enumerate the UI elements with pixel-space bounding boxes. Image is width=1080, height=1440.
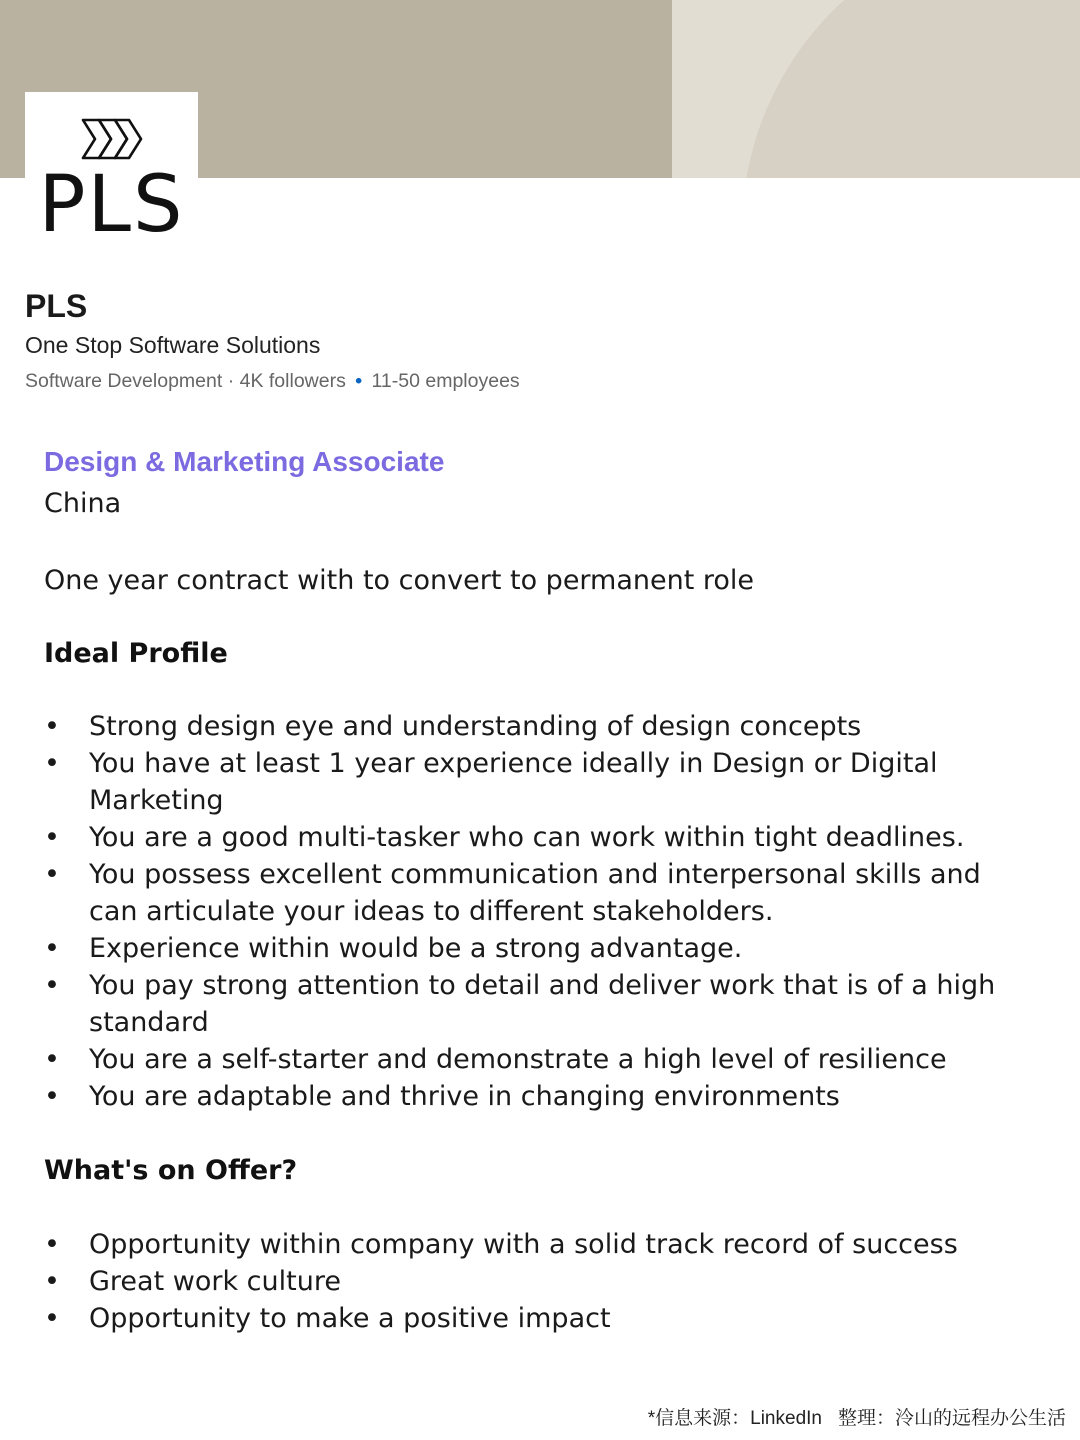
list-item-text: Great work culture (89, 1266, 341, 1297)
list-item (44, 1078, 1034, 1115)
list-item (44, 819, 1034, 856)
job-location: China (44, 488, 122, 519)
company-followers[interactable]: 4K followers (239, 370, 346, 392)
list-item (44, 1041, 1034, 1078)
bullet-icon: • (44, 822, 60, 853)
list-item (44, 745, 1034, 819)
list-item-text: You are a self-starter and demonstrate a high level of resilience (89, 1044, 947, 1075)
list-item (44, 1300, 1034, 1337)
list-item (44, 708, 1034, 745)
bullet-icon: • (44, 1303, 60, 1334)
bullet-icon: • (44, 933, 60, 964)
list-item-text: You are a good multi-tasker who can work within tight deadlines. (89, 822, 965, 853)
credit-note: 整理：泠山的远程办公生活 (837, 1408, 1066, 1429)
source-note: *信息来源：LinkedIn (647, 1408, 822, 1429)
list-item-text: Opportunity within company with a solid track record of success (89, 1229, 958, 1260)
offer-heading: What's on Offer? (44, 1155, 298, 1186)
company-industry: Software Development (25, 370, 223, 392)
list-item-text: Experience within would be a strong advantage. (89, 933, 743, 964)
chevron-logo-icon (79, 116, 145, 162)
job-contract-note: One year contract with to convert to permanent role (44, 565, 755, 596)
meta-separator: · (227, 370, 240, 392)
meta-dot-icon: • (355, 370, 363, 392)
list-item (44, 967, 1034, 1041)
offer-list (44, 1226, 1034, 1337)
bullet-icon: • (44, 1081, 60, 1112)
company-logo[interactable] (25, 92, 198, 265)
list-item (44, 1226, 1034, 1263)
list-item-text: You possess excellent communication and interpersonal skills and can articulate your ideas to different stakeholders. (89, 859, 981, 927)
list-item (44, 1263, 1034, 1300)
banner-light-panel (672, 0, 1080, 178)
company-employees[interactable]: 11-50 employees (371, 370, 520, 392)
list-item-text: Opportunity to make a positive impact (89, 1303, 611, 1334)
list-item-text: You are adaptable and thrive in changing environments (89, 1081, 840, 1112)
list-item-text: You have at least 1 year experience ideally in Design or Digital Marketing (89, 748, 938, 816)
list-item (44, 930, 1034, 967)
bullet-icon: • (44, 1229, 60, 1260)
company-name[interactable]: PLS (25, 288, 88, 324)
job-title[interactable]: Design & Marketing Associate (44, 446, 445, 477)
company-meta (25, 368, 520, 394)
bullet-icon: • (44, 1266, 60, 1297)
company-tagline: One Stop Software Solutions (25, 332, 321, 358)
list-item-text: You pay strong attention to detail and deliver work that is of a high standard (89, 970, 996, 1038)
list-item (44, 856, 1034, 930)
banner-arc-shape (742, 0, 1080, 178)
bullet-icon: • (44, 711, 60, 742)
bullet-icon: • (44, 748, 60, 779)
bullet-icon: • (44, 859, 60, 890)
logo-wordmark: PLS (38, 160, 185, 250)
bullet-icon: • (44, 970, 60, 1001)
source-footer (648, 1403, 1066, 1430)
ideal-profile-heading: Ideal Profile (44, 638, 228, 669)
bullet-icon: • (44, 1044, 60, 1075)
ideal-profile-list (44, 708, 1034, 1115)
list-item-text: Strong design eye and understanding of design concepts (89, 711, 862, 742)
